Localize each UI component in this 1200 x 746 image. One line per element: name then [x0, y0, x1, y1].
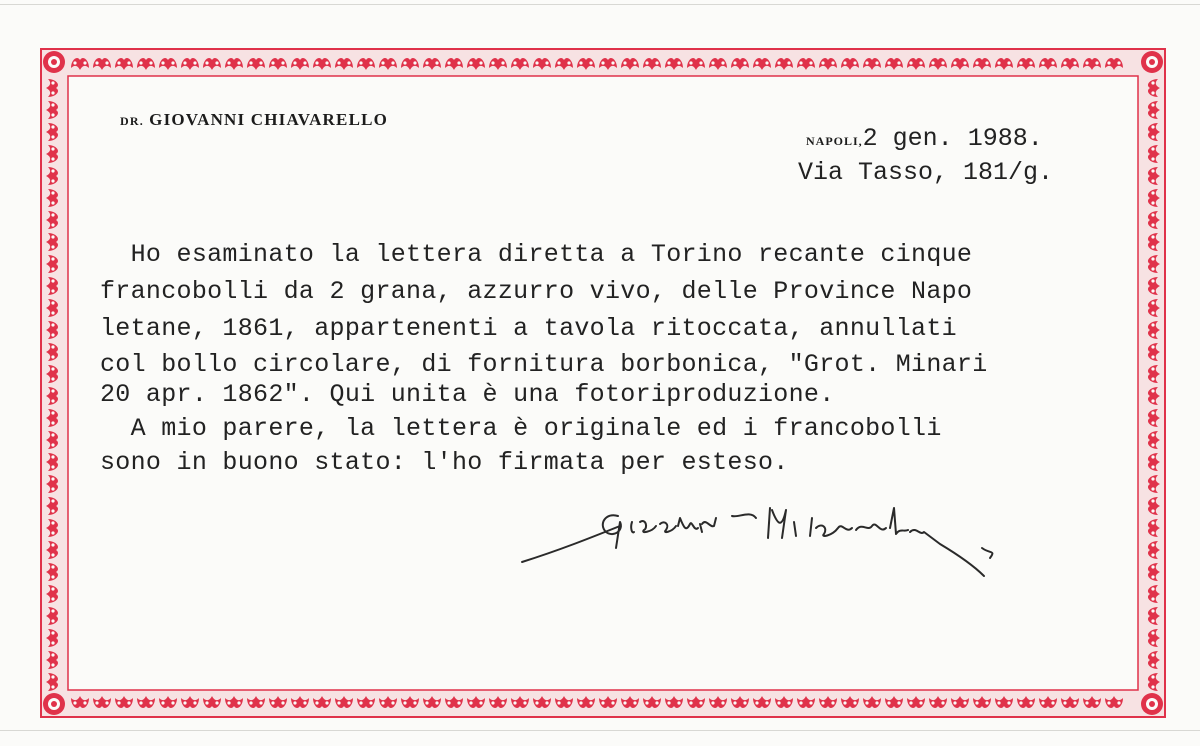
letter-date: 2 gen. 1988.	[862, 124, 1043, 153]
body-line-7: sono in buono stato: l'ho firmata per esteso.	[100, 448, 789, 477]
letterhead-prefix: DR.	[120, 114, 144, 128]
handwritten-signature	[520, 488, 1010, 588]
body-line-1: Ho esaminato la lettera diretta a Torino recante cinque	[100, 240, 973, 269]
place-label: NAPOLI,	[806, 134, 863, 148]
letterhead	[120, 110, 388, 130]
body-line-3: letane, 1861, appartenenti a tavola ritoccata, annullati	[100, 314, 957, 343]
address-line: Via Tasso, 181/g.	[798, 158, 1054, 187]
body-line-5: 20 apr. 1862". Qui unita è una fotoriproduzione.	[100, 380, 835, 409]
body-line-6: A mio parere, la lettera è originale ed i francobolli	[100, 414, 942, 443]
paper-edge-bottom	[0, 730, 1200, 731]
paper-edge-top	[0, 4, 1200, 5]
letterhead-name: GIOVANNI CHIAVARELLO	[149, 110, 389, 129]
body-line-2: francobolli da 2 grana, azzurro vivo, delle Province Napo	[100, 277, 973, 306]
place-date-line	[806, 124, 1043, 153]
body-line-4: col bollo circolare, di fornitura borbonica, "Grot. Minari	[100, 350, 988, 379]
